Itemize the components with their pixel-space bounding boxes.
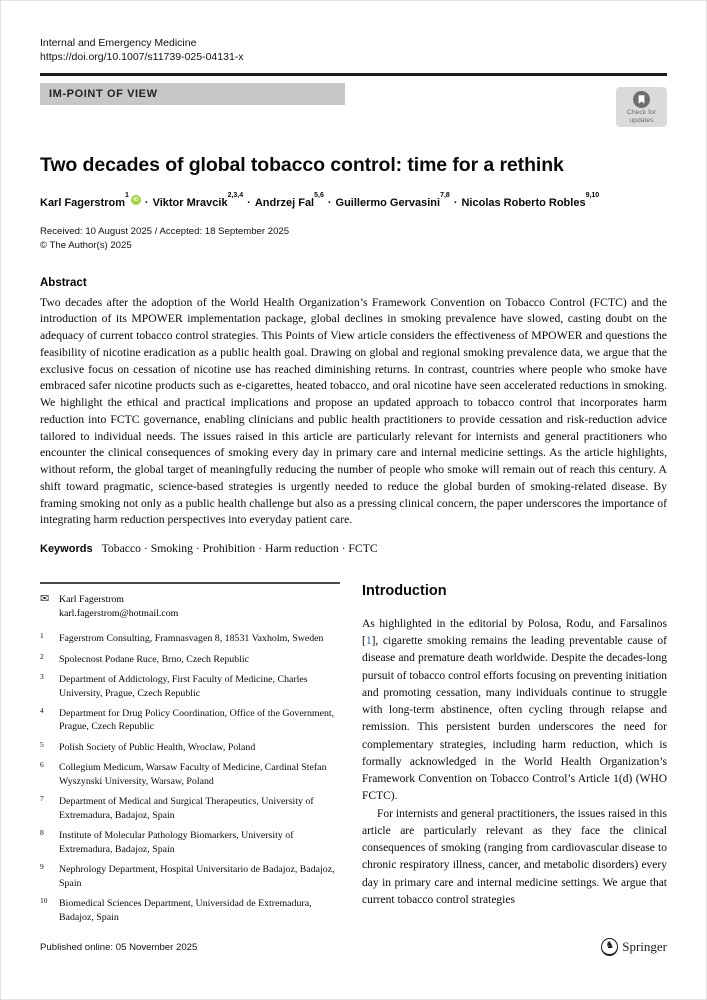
affiliation-item: 1 Fagerstrom Consulting, Framnasvagen 8, 18531 Vaxholm, Sweden bbox=[40, 631, 324, 645]
doi-link[interactable]: https://doi.org/10.1007/s11739-025-04131-x bbox=[40, 51, 244, 64]
received-accepted-dates: Received: 10 August 2025 / Accepted: 18 September 2025 bbox=[40, 225, 290, 237]
footnote-rule bbox=[40, 582, 340, 584]
introduction-paragraph-2: For internists and general practitioners, the issues raised in this article are particularly relevant as they face the clinical consequences of smoking (ranging from cardiovascular disease to chronic respiratory illness, cancer, and metabolic disorders) every day in primary care and internal medicine settings. We argue that current tobacco control strategies bbox=[362, 807, 667, 906]
abstract-section bbox=[40, 277, 667, 529]
keywords-line bbox=[40, 542, 667, 555]
author: Guillermo Gervasini$^{7,8}$ bbox=[335, 192, 450, 209]
published-online-date: Published online: 05 November 2025 bbox=[40, 941, 198, 953]
introduction-column bbox=[362, 582, 667, 931]
publisher-name: Springer bbox=[622, 939, 667, 954]
abstract-body: Two decades after the adoption of the World Health Organization’s Framework Convention on Tobacco Control (FCTC) and the introduction of its MPOWER implementation package, global declines in smoking prevalence have slowed, casting doubt on the adequacy of current tobacco control strategies. This Points of View article considers the effectiveness of MPOWER and questions the feasibility of nicotine eradication as a public health goal. Drawing on global and regional smoking prevalence data, we argue that the exclusive focus on cessation of nicotine use has reached diminishing returns. In contrast, countries where people who smoke have embraced safer nicotine products such as e-cigarettes, heated tobacco, and oral nicotine have seen accelerated reductions in smoking. We highlight the ethical and practical implications and propose an updated approach to tobacco control that incorporates harm reduction into FCTC governance, enabling clinicians and public health practitioners to provide cessation and risk-reduction advice tailored to individual needs. The issues raised in this article are particularly relevant for internists and general practitioners who encounter the clinical consequences of smoking every day in primary care and internal medicine settings. As the article highlights, without reform, the global target of meaningfully reducing the number of people who smoke will remain out of reach this century. A shift toward pragmatic, science-based strategies is urgently needed to reduce the global burden of smoking-related disease. By framing smoking not only as a public health challenge but also as a pressing clinical concern, the paper underscores the importance of integrating harm reduction perspectives into everyday patient care. bbox=[40, 295, 667, 527]
affiliation-item: 8 Institute of Molecular Pathology Biomarkers, University of Extremadura, Badajoz, Spain bbox=[40, 828, 294, 855]
correspondence-block bbox=[40, 593, 340, 621]
affiliation-item: 9 Nephrology Department, Hospital Universitario de Badajoz, Badajoz, Spain bbox=[40, 862, 335, 889]
crossmark-bookmark-icon bbox=[633, 91, 650, 108]
envelope-icon: ✉ bbox=[40, 592, 50, 605]
affiliation-item: 4 Department for Drug Policy Coordination, Office of the Government, Prague, Czech Republic bbox=[40, 705, 335, 733]
introduction-heading: Introduction bbox=[362, 582, 447, 599]
article-title: Two decades of global tobacco control: time for a rethink bbox=[40, 154, 564, 177]
reference-1-link[interactable]: 1 bbox=[365, 635, 372, 648]
affiliation-item: 6 Collegium Medicum, Warsaw Faculty of Medicine, Cardinal Stefan Wyszynski University, Warsaw, Poland bbox=[40, 760, 327, 787]
author: Nicolas Roberto Robles$^{9,10}$ bbox=[461, 192, 600, 209]
section-banner: IM-POINT OF VIEW bbox=[40, 83, 345, 105]
keywords-label: Keywords bbox=[40, 542, 93, 555]
author-separator: · bbox=[144, 196, 149, 209]
correspondence-email[interactable]: karl.fagerstrom@hotmail.com bbox=[59, 608, 179, 620]
keywords-values: Tobacco · Smoking · Prohibition · Harm reduction · FCTC bbox=[101, 541, 378, 555]
crossmark-label-line2: updates bbox=[629, 116, 654, 124]
affiliation-item: 5 Polish Society of Public Health, Wroclaw, Poland bbox=[40, 739, 256, 753]
author: Andrzej Fal$^{5,6}$ bbox=[254, 192, 324, 209]
crossmark-label-line1: Check for bbox=[626, 108, 657, 116]
author-separator: · bbox=[247, 196, 251, 209]
author: Viktor Mravcik$^{2,3,4}$ bbox=[152, 192, 244, 209]
affiliation-item: 7 Department of Medical and Surgical Therapeutics, University of Extremadura, Badajoz, Spain bbox=[40, 794, 314, 821]
copyright-line: © The Author(s) 2025 bbox=[40, 240, 132, 252]
orcid-icon[interactable]: iD bbox=[131, 195, 141, 205]
affiliation-item: 2 Spolecnost Podane Ruce, Brno, Czech Republic bbox=[40, 651, 250, 665]
affiliation-list bbox=[40, 632, 340, 924]
springer-logo bbox=[601, 938, 667, 956]
affiliation-item: 3 Department of Addictology, First Faculty of Medicine, Charles University, Prague, Czech Republic bbox=[40, 672, 308, 699]
correspondence-name: Karl Fagerstrom bbox=[59, 593, 124, 605]
author-separator: · bbox=[327, 196, 332, 209]
footnotes-column bbox=[40, 582, 340, 931]
author-separator: · bbox=[453, 196, 458, 209]
affiliation-item: 10 Biomedical Sciences Department, Universidad de Extremadura, Badajoz, Spain bbox=[40, 896, 312, 923]
journal-name: Internal and Emergency Medicine bbox=[40, 37, 197, 49]
introduction-paragraph-1: As highlighted in the editorial by Polosa, Rodu, and Farsalinos [1], cigarette smoking remains the leading preventable cause of disease and premature death worldwide. Despite the decades-long pursuit of tobacco control efforts focusing on preventing initiation and promoting cessation, many individuals continue to struggle with long-term abstinence, often cycling through relapse and remission. This persistent burden underscores the need for complementary strategies, including harm reduction, which is formally acknowledged in the World Health Organization’s Framework Convention on Tobacco Control’s Article 1(d) (WHO FCTC). bbox=[362, 617, 667, 803]
check-for-updates-badge[interactable] bbox=[616, 87, 667, 128]
abstract-heading: Abstract bbox=[40, 276, 87, 289]
header-rule bbox=[40, 73, 667, 76]
author-list bbox=[40, 192, 667, 209]
author: Karl Fagerstrom$^1$iD bbox=[40, 197, 141, 209]
springer-horse-icon: ♞ bbox=[601, 938, 618, 956]
